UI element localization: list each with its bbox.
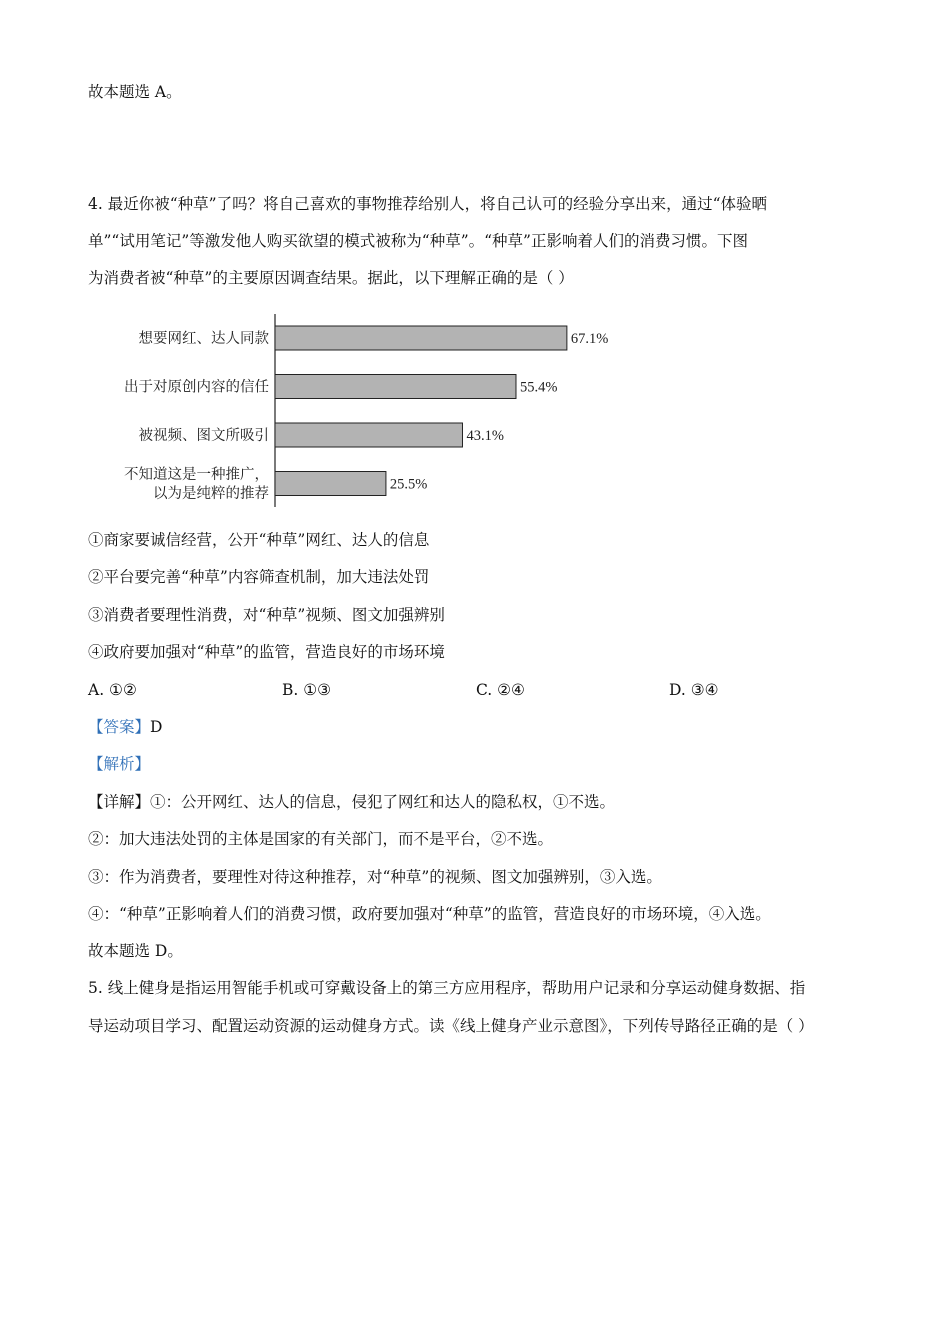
q4-option-d: D. ③④ bbox=[669, 681, 719, 699]
bar-3 bbox=[275, 423, 462, 447]
value-label-4: 25.5% bbox=[389, 476, 428, 493]
q4-detail-line-2: ②：加大违法处罚的主体是国家的有关部门，而不是平台，②不选。 bbox=[88, 830, 554, 848]
q4-statement-2: ②平台要完善“种草”内容筛查机制，加大违法处罚 bbox=[88, 568, 430, 586]
value-label-2: 55.4% bbox=[519, 379, 558, 396]
detail-text-1: ①：公开网红、达人的信息，侵犯了网红和达人的隐私权，①不选。 bbox=[150, 793, 616, 811]
q4-answer bbox=[88, 717, 162, 737]
category-label-4-line-2: 以为是纯粹的推荐 bbox=[153, 486, 269, 502]
prev-conclusion: 故本题选 A。 bbox=[88, 83, 182, 101]
q4-detail-line-4: ④：“种草”正影响着人们的消费习惯，政府要加强对“种草”的监管，营造良好的市场环境，④入选。 bbox=[88, 905, 771, 923]
category-label-2: 出于对原创内容的信任 bbox=[124, 379, 269, 396]
q4-stem-line-3: 为消费者被“种草”的主要原因调查结果。据此，以下理解正确的是（ ） bbox=[88, 269, 574, 287]
category-label-4-line-1: 不知道这是一种推广， bbox=[124, 467, 269, 483]
q4-statement-1: ①商家要诚信经营，公开“种草”网红、达人的信息 bbox=[88, 531, 430, 549]
q4-detail-line-1 bbox=[88, 792, 615, 812]
bar-2 bbox=[275, 375, 516, 399]
category-label-3: 被视频、图文所吸引 bbox=[138, 428, 269, 444]
q5-stem-line-2: 导运动项目学习、配置运动资源的运动健身方式。读《线上健身产业示意图》，下列传导路径正确的是（ ） bbox=[88, 1017, 814, 1035]
q4-detail-line-3: ③：作为消费者，要理性对待这种推荐，对“种草”的视频、图文加强辨别，③入选。 bbox=[88, 868, 662, 886]
q4-statement-4: ④政府要加强对“种草”的监管，营造良好的市场环境 bbox=[88, 643, 445, 661]
value-label-1: 67.1% bbox=[570, 331, 609, 347]
q4-option-c: C. ②④ bbox=[476, 681, 525, 699]
q4-option-a: A. ①② bbox=[88, 681, 137, 699]
value-label-3: 43.1% bbox=[466, 428, 504, 444]
bar-1 bbox=[275, 326, 567, 350]
category-label-1: 想要网红、达人同款 bbox=[138, 331, 269, 347]
q4-option-b: B. ①③ bbox=[282, 681, 332, 699]
answer-value: D bbox=[150, 718, 163, 736]
q5-stem-line-1: 5. 线上健身是指运用智能手机或可穿戴设备上的第三方应用程序，帮助用户记录和分享运动健身数据、指 bbox=[88, 979, 806, 997]
q4-stem-line-1: 4. 最近你被“种草”了吗？将自己喜欢的事物推荐给别人，将自己认可的经验分享出来，通过“体验晒 bbox=[88, 195, 767, 213]
bar-4 bbox=[275, 472, 386, 496]
consumer-reason-bar-chart bbox=[100, 312, 660, 512]
answer-tag: 【答案】 bbox=[88, 718, 151, 736]
q4-stem-line-2: 单”“试用笔记”等激发他人购买欲望的模式被称为“种草”。“种草”正影响着人们的消费习惯。下图 bbox=[88, 232, 748, 250]
analysis-tag: 【解析】 bbox=[88, 755, 151, 773]
detail-tag: 【详解】 bbox=[88, 793, 151, 811]
q4-statement-3: ③消费者要理性消费，对“种草”视频、图文加强辨别 bbox=[88, 606, 445, 624]
q4-conclusion: 故本题选 D。 bbox=[88, 942, 183, 960]
